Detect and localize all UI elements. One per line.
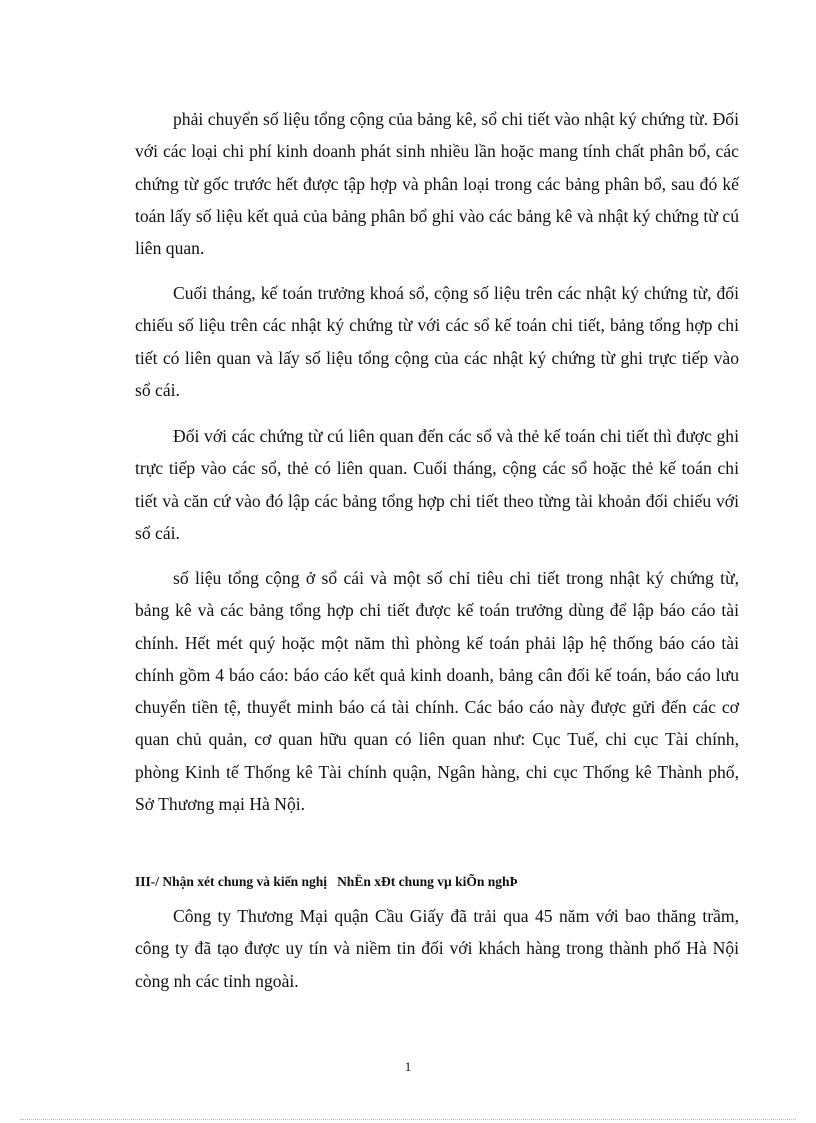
section-heading	[135, 874, 739, 890]
page-number: 1	[404, 1059, 412, 1074]
section-heading-text: III-/ Nhận xét chung và kiến nghị	[135, 874, 328, 889]
section-heading-garbled: NhËn xÐt chung vµ kiÕn nghÞ	[337, 874, 518, 889]
page-bottom-divider	[20, 1119, 796, 1120]
body-paragraph-1: phải chuyển số liệu tổng cộng của bảng kê, sổ chi tiết vào nhật ký chứng từ. Đối với các loại chi phí kinh doanh phát sinh nhiều lần hoặc mang tính chất phân bổ, các chứng từ gốc trước hết được tập hợp và phân loại trong các bảng phân bổ, sau đó kế toán lấy số liệu kết quả của bảng phân bổ ghi vào các bảng kê và nhật ký chứng từ cú liên quan.	[135, 109, 739, 259]
body-paragraph-5: Công ty Thương Mại quận Cầu Giấy đã trải qua 45 năm với bao thăng trầm, công ty đã tạo được uy tín và niềm tin đối với khách hàng trong thành phố Hà Nội còng nh các tỉnh ngoài.	[135, 906, 739, 991]
body-paragraph-3: Đối với các chứng từ cú liên quan đến các sổ và thẻ kế toán chi tiết thì được ghi trực tiếp vào các sổ, thẻ có liên quan. Cuối tháng, cộng các sổ hoặc thẻ kế toán chi tiết và căn cứ vào đó lập các bảng tổng hợp chi tiết theo từng tài khoản đối chiếu với sổ cái.	[135, 426, 739, 543]
body-paragraph-2: Cuối tháng, kế toán trưởng khoá sổ, cộng số liệu trên các nhật ký chứng từ, đối chiếu số liệu trên các nhật ký chứng từ với các sổ kế toán chi tiết, bảng tổng hợp chi tiết có liên quan và lấy số liệu tổng cộng của các nhật ký chứng từ ghi trực tiếp vào sổ cái.	[135, 283, 739, 400]
body-paragraph-4: số liệu tổng cộng ở sổ cái và một số chỉ tiêu chi tiết trong nhật ký chứng từ, bảng kê và các bảng tổng hợp chi tiết được kế toán trưởng dùng để lập báo cáo tài chính. Hết mét quý hoặc một năm thì phòng kế toán phải lập hệ thống báo cáo tài chính gồm 4 báo cáo: báo cáo kết quả kinh doanh, bảng cân đối kế toán, báo cáo lưu chuyển tiền tệ, thuyết minh báo cá tài chính. Các báo cáo này được gửi đến các cơ quan chủ quản, cơ quan hữu quan có liên quan như: Cục Tuế, chi cục Tài chính, phòng Kinh tế Thống kê Tài chính quận, Ngân hàng, chi cục Thống kê Thành phố, Sở Thương mại Hà Nội.	[135, 568, 739, 815]
